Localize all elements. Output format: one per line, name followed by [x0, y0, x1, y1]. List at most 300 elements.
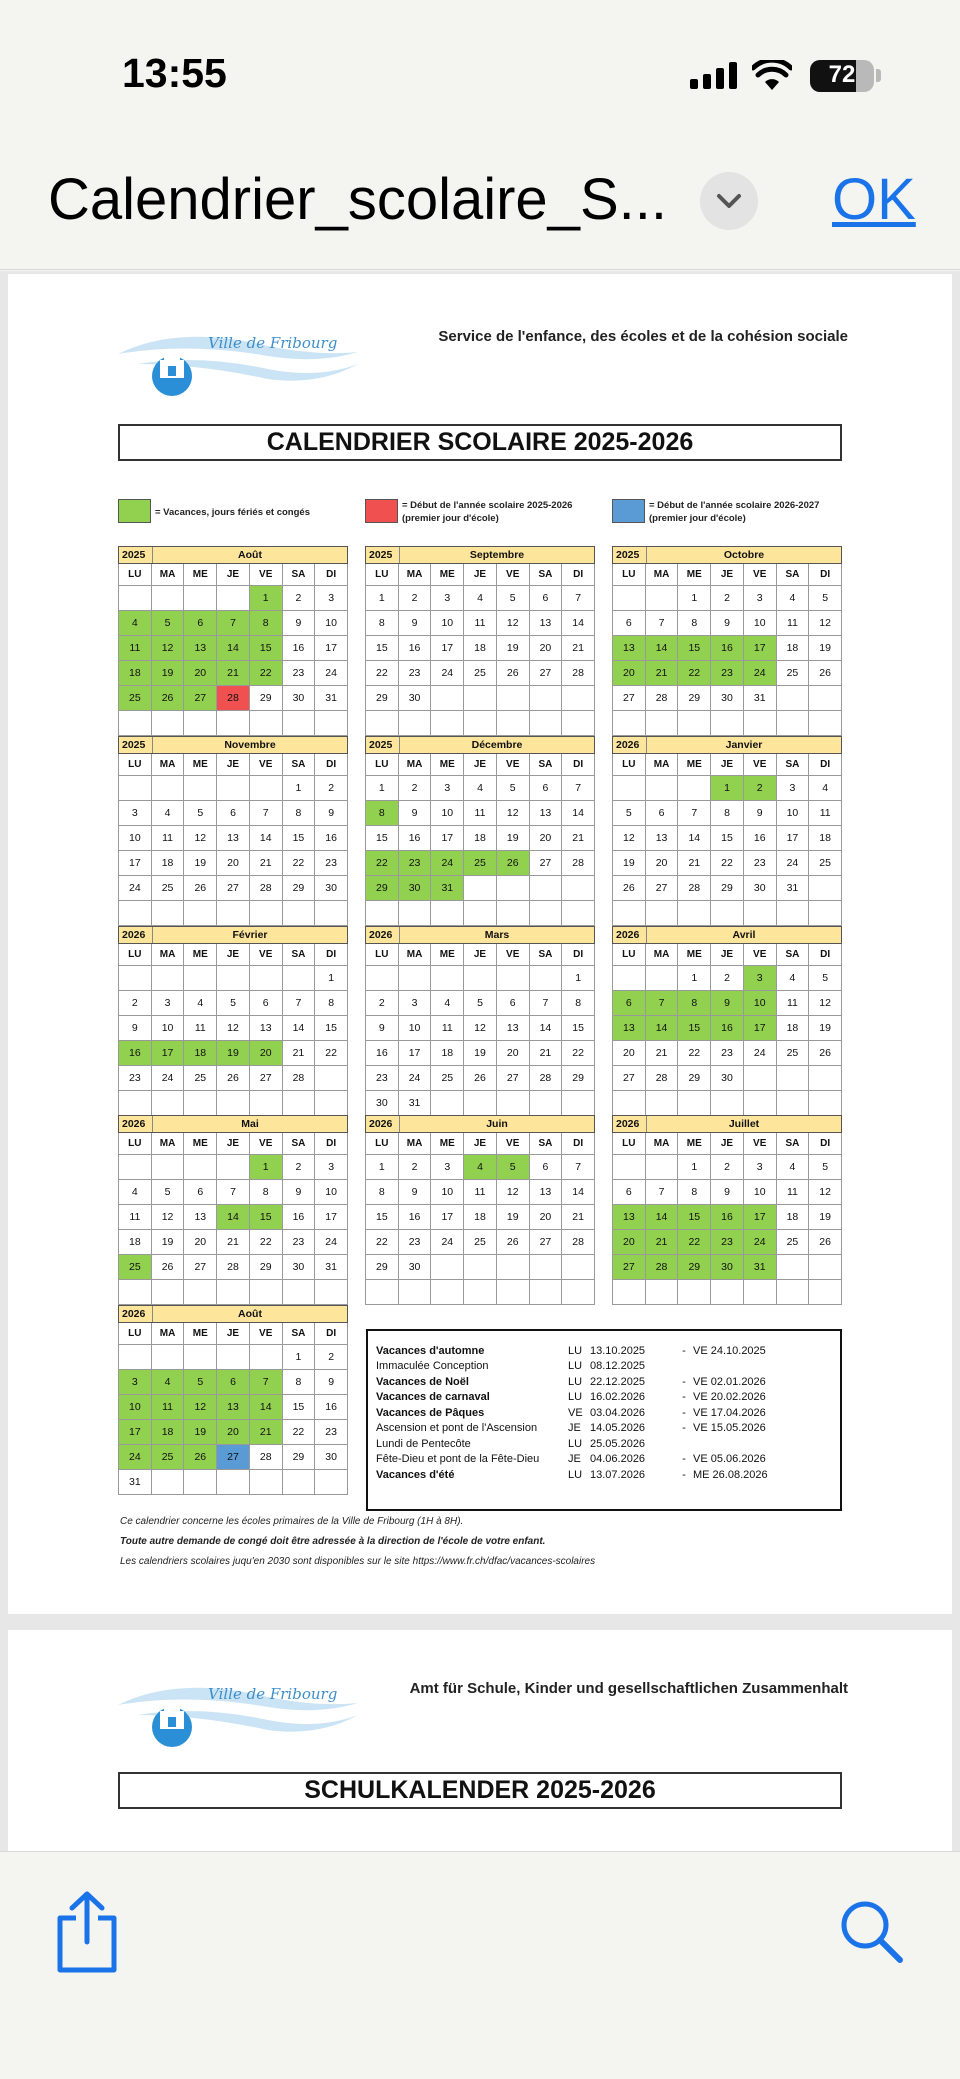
empty-cell	[431, 901, 464, 926]
logo-text: Ville de Fribourg	[208, 334, 338, 352]
day-cell: 8	[250, 611, 283, 636]
day-cell: 12	[152, 636, 185, 661]
day-cell: 9	[283, 611, 316, 636]
day-cell: 11	[777, 1180, 810, 1205]
month-name: Octobre	[723, 549, 765, 561]
empty-cell	[464, 1091, 497, 1116]
day-cell: 14	[250, 826, 283, 851]
empty-cell	[152, 1091, 185, 1116]
day-cell: 16	[315, 826, 348, 851]
day-cell: 31	[315, 1255, 348, 1280]
weekday-header: SA	[777, 1133, 810, 1155]
weekday-header: MA	[152, 1323, 185, 1345]
empty-cell	[217, 776, 250, 801]
empty-cell	[184, 586, 217, 611]
day-cell: 30	[711, 1066, 744, 1091]
day-cell: 7	[217, 611, 250, 636]
day-cell: 13	[613, 1205, 646, 1230]
empty-cell	[613, 901, 646, 926]
day-cell: 8	[283, 1370, 316, 1395]
chevron-down-icon[interactable]	[700, 172, 758, 230]
empty-cell	[366, 711, 399, 736]
day-cell: 15	[283, 1395, 316, 1420]
day-cell: 9	[399, 801, 432, 826]
day-cell: 24	[315, 1230, 348, 1255]
weekday-header: DI	[315, 754, 348, 776]
empty-cell	[119, 776, 152, 801]
day-cell: 9	[315, 801, 348, 826]
holiday-d1: LU	[568, 1468, 583, 1481]
weekday-header: DI	[809, 754, 842, 776]
day-cell: 26	[184, 876, 217, 901]
weekday-header: ME	[431, 564, 464, 586]
day-cell: 15	[366, 636, 399, 661]
holiday-d1: LU	[568, 1360, 583, 1373]
day-cell: 15	[678, 1205, 711, 1230]
day-cell: 11	[152, 826, 185, 851]
note-request: Toute autre demande de congé doit être adressée à la direction de l'école de votre enfant.	[120, 1536, 546, 1547]
day-cell: 16	[119, 1041, 152, 1066]
day-cell: 19	[809, 1205, 842, 1230]
calendar-title-2: SCHULKALENDER 2025-2026	[118, 1772, 842, 1809]
day-cell: 27	[530, 1230, 563, 1255]
day-cell: 20	[217, 1420, 250, 1445]
day-cell: 30	[399, 1255, 432, 1280]
day-cell: 30	[283, 1255, 316, 1280]
empty-cell	[646, 586, 679, 611]
ok-button[interactable]: OK	[832, 167, 916, 232]
holiday-d1: LU	[568, 1391, 583, 1404]
holiday-dash: -	[682, 1391, 686, 1404]
empty-cell	[152, 776, 185, 801]
empty-cell	[152, 711, 185, 736]
weekday-header: JE	[217, 944, 250, 966]
empty-cell	[530, 876, 563, 901]
day-cell: 8	[250, 1180, 283, 1205]
month-name: Août	[238, 549, 262, 561]
pdf-page-1	[8, 274, 952, 1614]
month-grid	[365, 944, 595, 1116]
day-cell: 17	[744, 636, 777, 661]
day-cell: 24	[119, 876, 152, 901]
empty-cell	[250, 966, 283, 991]
day-cell: 13	[217, 826, 250, 851]
day-cell: 31	[744, 1255, 777, 1280]
day-cell: 11	[119, 636, 152, 661]
day-cell: 22	[283, 851, 316, 876]
day-cell: 15	[315, 1016, 348, 1041]
day-cell: 28	[217, 686, 250, 711]
day-cell: 3	[399, 991, 432, 1016]
empty-cell	[184, 1155, 217, 1180]
month-grid	[612, 564, 842, 736]
day-cell: 8	[678, 611, 711, 636]
holiday-dash: -	[682, 1375, 686, 1388]
day-cell: 3	[315, 1155, 348, 1180]
day-cell: 24	[744, 661, 777, 686]
month-year: 2025	[366, 737, 400, 753]
day-cell: 5	[497, 776, 530, 801]
day-cell: 5	[184, 801, 217, 826]
empty-cell	[315, 1066, 348, 1091]
day-cell: 26	[809, 1230, 842, 1255]
day-cell: 19	[613, 851, 646, 876]
empty-cell	[497, 1280, 530, 1305]
day-cell: 18	[119, 1230, 152, 1255]
weekday-header: ME	[184, 564, 217, 586]
day-cell: 13	[613, 636, 646, 661]
month-grid	[118, 1133, 348, 1305]
empty-cell	[809, 901, 842, 926]
weekday-header: VE	[250, 564, 283, 586]
month-header	[118, 926, 348, 944]
weekday-header: JE	[711, 564, 744, 586]
holiday-row	[376, 1359, 832, 1375]
empty-cell	[530, 686, 563, 711]
weekday-header: LU	[613, 1133, 646, 1155]
weekday-header: SA	[283, 1133, 316, 1155]
empty-cell	[777, 1255, 810, 1280]
day-cell: 6	[250, 991, 283, 1016]
empty-cell	[283, 711, 316, 736]
holiday-row	[376, 1405, 832, 1421]
day-cell: 13	[250, 1016, 283, 1041]
day-cell: 11	[464, 611, 497, 636]
day-cell: 31	[399, 1091, 432, 1116]
day-cell: 13	[530, 801, 563, 826]
empty-cell	[562, 876, 595, 901]
weekday-header: DI	[809, 944, 842, 966]
day-cell: 26	[184, 1445, 217, 1470]
day-cell: 28	[217, 1255, 250, 1280]
weekday-header: LU	[366, 564, 399, 586]
day-cell: 14	[562, 801, 595, 826]
day-cell: 30	[711, 686, 744, 711]
share-icon[interactable]	[54, 1890, 120, 1974]
weekday-header: DI	[562, 1133, 595, 1155]
day-cell: 3	[119, 801, 152, 826]
day-cell: 13	[217, 1395, 250, 1420]
empty-cell	[399, 1280, 432, 1305]
day-cell: 31	[431, 876, 464, 901]
weekday-header: JE	[217, 1323, 250, 1345]
empty-cell	[646, 966, 679, 991]
day-cell: 18	[777, 636, 810, 661]
search-icon[interactable]	[838, 1898, 904, 1964]
document-viewer[interactable]	[0, 271, 960, 1851]
day-cell: 20	[530, 826, 563, 851]
empty-cell	[562, 901, 595, 926]
day-cell: 7	[530, 991, 563, 1016]
day-cell: 22	[678, 661, 711, 686]
day-cell: 28	[562, 851, 595, 876]
day-cell: 19	[217, 1041, 250, 1066]
empty-cell	[119, 711, 152, 736]
empty-cell	[777, 901, 810, 926]
day-cell: 6	[530, 1155, 563, 1180]
day-cell: 14	[646, 636, 679, 661]
day-cell: 27	[530, 661, 563, 686]
day-cell: 1	[366, 776, 399, 801]
empty-cell	[562, 1280, 595, 1305]
weekday-header: VE	[744, 564, 777, 586]
day-cell: 30	[744, 876, 777, 901]
day-cell: 19	[184, 851, 217, 876]
day-cell: 28	[646, 1066, 679, 1091]
day-cell: 8	[366, 1180, 399, 1205]
holiday-d1: JE	[568, 1422, 581, 1435]
day-cell: 8	[366, 801, 399, 826]
empty-cell	[366, 901, 399, 926]
day-cell: 13	[613, 1016, 646, 1041]
weekday-header: ME	[431, 1133, 464, 1155]
day-cell: 27	[250, 1066, 283, 1091]
day-cell: 24	[119, 1445, 152, 1470]
day-cell: 2	[711, 966, 744, 991]
day-cell: 16	[283, 636, 316, 661]
day-cell: 6	[530, 586, 563, 611]
day-cell: 14	[678, 826, 711, 851]
day-cell: 12	[464, 1016, 497, 1041]
day-cell: 19	[184, 1420, 217, 1445]
day-cell: 19	[464, 1041, 497, 1066]
day-cell: 7	[217, 1180, 250, 1205]
empty-cell	[217, 966, 250, 991]
empty-cell	[152, 1280, 185, 1305]
empty-cell	[217, 1470, 250, 1495]
day-cell: 10	[315, 611, 348, 636]
day-cell: 9	[399, 1180, 432, 1205]
weekday-header: DI	[809, 1133, 842, 1155]
empty-cell	[119, 901, 152, 926]
empty-cell	[562, 1255, 595, 1280]
month-mai-2026	[118, 1115, 348, 1305]
day-cell: 28	[530, 1066, 563, 1091]
empty-cell	[464, 1255, 497, 1280]
empty-cell	[119, 1091, 152, 1116]
empty-cell	[562, 1091, 595, 1116]
month-août-2025	[118, 546, 348, 736]
day-cell: 12	[152, 1205, 185, 1230]
empty-cell	[711, 711, 744, 736]
month-year: 2026	[613, 737, 647, 753]
weekday-header: SA	[777, 944, 810, 966]
day-cell: 7	[283, 991, 316, 1016]
empty-cell	[464, 686, 497, 711]
day-cell: 11	[809, 801, 842, 826]
holiday-row	[376, 1390, 832, 1406]
day-cell: 23	[399, 851, 432, 876]
day-cell: 14	[562, 1180, 595, 1205]
day-cell: 20	[613, 1230, 646, 1255]
empty-cell	[678, 901, 711, 926]
day-cell: 5	[497, 586, 530, 611]
day-cell: 27	[613, 1255, 646, 1280]
weekday-header: LU	[119, 1323, 152, 1345]
day-cell: 18	[119, 661, 152, 686]
day-cell: 29	[678, 1255, 711, 1280]
day-cell: 23	[283, 661, 316, 686]
day-cell: 25	[464, 1230, 497, 1255]
month-year: 2025	[613, 547, 647, 563]
day-cell: 28	[646, 686, 679, 711]
holiday-row	[376, 1343, 832, 1359]
empty-cell	[366, 1280, 399, 1305]
empty-cell	[678, 1280, 711, 1305]
empty-cell	[613, 1280, 646, 1305]
day-cell: 26	[152, 686, 185, 711]
empty-cell	[497, 711, 530, 736]
empty-cell	[152, 1345, 185, 1370]
holiday-row	[376, 1467, 832, 1483]
day-cell: 14	[646, 1016, 679, 1041]
signal-icon	[690, 62, 737, 89]
day-cell: 23	[711, 1230, 744, 1255]
empty-cell	[217, 1155, 250, 1180]
empty-cell	[613, 776, 646, 801]
day-cell: 10	[431, 801, 464, 826]
day-cell: 27	[646, 876, 679, 901]
service-title: Service de l'enfance, des écoles et de la cohésion sociale	[438, 328, 848, 345]
day-cell: 1	[283, 1345, 316, 1370]
day-cell: 5	[152, 611, 185, 636]
weekday-header: MA	[399, 754, 432, 776]
day-cell: 30	[399, 686, 432, 711]
day-cell: 22	[250, 1230, 283, 1255]
day-cell: 13	[184, 636, 217, 661]
empty-cell	[184, 1345, 217, 1370]
empty-cell	[809, 686, 842, 711]
holiday-dash: -	[682, 1422, 686, 1435]
weekday-header: ME	[184, 1133, 217, 1155]
day-cell: 2	[711, 586, 744, 611]
day-cell: 9	[711, 1180, 744, 1205]
holiday-date1: 08.12.2025	[590, 1360, 646, 1373]
month-header	[365, 736, 595, 754]
day-cell: 10	[744, 611, 777, 636]
weekday-header: ME	[678, 564, 711, 586]
weekday-header: DI	[809, 564, 842, 586]
weekday-header: SA	[530, 1133, 563, 1155]
day-cell: 23	[366, 1066, 399, 1091]
day-cell: 5	[217, 991, 250, 1016]
day-cell: 29	[562, 1066, 595, 1091]
month-header	[612, 1115, 842, 1133]
day-cell: 17	[431, 636, 464, 661]
day-cell: 6	[613, 611, 646, 636]
note-scope: Ce calendrier concerne les écoles primaires de la Ville de Fribourg (1H à 8H).	[120, 1516, 464, 1527]
weekday-header: JE	[711, 754, 744, 776]
day-cell: 22	[283, 1420, 316, 1445]
day-cell: 7	[562, 1155, 595, 1180]
weekday-header: DI	[562, 564, 595, 586]
weekday-header: SA	[530, 944, 563, 966]
weekday-header: SA	[283, 754, 316, 776]
holiday-date1: 13.10.2025	[590, 1344, 646, 1357]
empty-cell	[315, 1091, 348, 1116]
holiday-row	[376, 1452, 832, 1468]
day-cell: 10	[744, 991, 777, 1016]
month-year: 2025	[366, 547, 400, 563]
empty-cell	[431, 686, 464, 711]
empty-cell	[562, 686, 595, 711]
holiday-name: Vacances d'automne	[376, 1344, 485, 1357]
holiday-date1: 25.05.2026	[590, 1437, 646, 1450]
holiday-d1: LU	[568, 1375, 583, 1388]
empty-cell	[250, 711, 283, 736]
empty-cell	[464, 901, 497, 926]
empty-cell	[711, 1280, 744, 1305]
day-cell: 23	[711, 661, 744, 686]
day-cell: 24	[777, 851, 810, 876]
empty-cell	[184, 711, 217, 736]
day-cell: 21	[217, 661, 250, 686]
empty-cell	[184, 901, 217, 926]
month-février-2026	[118, 926, 348, 1116]
empty-cell	[315, 711, 348, 736]
day-cell: 26	[217, 1066, 250, 1091]
empty-cell	[809, 711, 842, 736]
day-cell: 14	[283, 1016, 316, 1041]
month-grid	[118, 564, 348, 736]
empty-cell	[464, 966, 497, 991]
day-cell: 12	[497, 1180, 530, 1205]
empty-cell	[744, 1280, 777, 1305]
day-cell: 15	[283, 826, 316, 851]
month-year: 2026	[366, 1116, 400, 1132]
day-cell: 24	[315, 661, 348, 686]
legend-debut-2026: = Début de l'année scolaire 2026-2027 (premier jour d'école)	[612, 499, 842, 525]
day-cell: 16	[711, 636, 744, 661]
day-cell: 28	[250, 1445, 283, 1470]
day-cell: 25	[119, 1255, 152, 1280]
day-cell: 4	[777, 1155, 810, 1180]
weekday-header: VE	[744, 1133, 777, 1155]
day-cell: 10	[431, 611, 464, 636]
day-cell: 22	[678, 1230, 711, 1255]
day-cell: 14	[217, 636, 250, 661]
day-cell: 27	[530, 851, 563, 876]
weekday-header: VE	[497, 1133, 530, 1155]
day-cell: 28	[283, 1066, 316, 1091]
empty-cell	[646, 901, 679, 926]
day-cell: 4	[464, 1155, 497, 1180]
empty-cell	[777, 711, 810, 736]
day-cell: 10	[315, 1180, 348, 1205]
day-cell: 2	[711, 1155, 744, 1180]
month-year: 2026	[119, 1306, 153, 1322]
day-cell: 24	[744, 1041, 777, 1066]
weekday-header: ME	[431, 754, 464, 776]
empty-cell	[152, 586, 185, 611]
empty-cell	[809, 876, 842, 901]
holiday-date2: VE 24.10.2025	[693, 1344, 766, 1357]
day-cell: 6	[184, 611, 217, 636]
day-cell: 1	[250, 586, 283, 611]
day-cell: 22	[366, 851, 399, 876]
holiday-date2: VE 20.02.2026	[693, 1391, 766, 1404]
empty-cell	[315, 1470, 348, 1495]
holiday-dash: -	[682, 1406, 686, 1419]
day-cell: 25	[777, 1041, 810, 1066]
weekday-header: ME	[184, 944, 217, 966]
empty-cell	[809, 1091, 842, 1116]
day-cell: 14	[646, 1205, 679, 1230]
empty-cell	[777, 1091, 810, 1116]
day-cell: 22	[315, 1041, 348, 1066]
weekday-header: JE	[217, 1133, 250, 1155]
day-cell: 25	[464, 851, 497, 876]
